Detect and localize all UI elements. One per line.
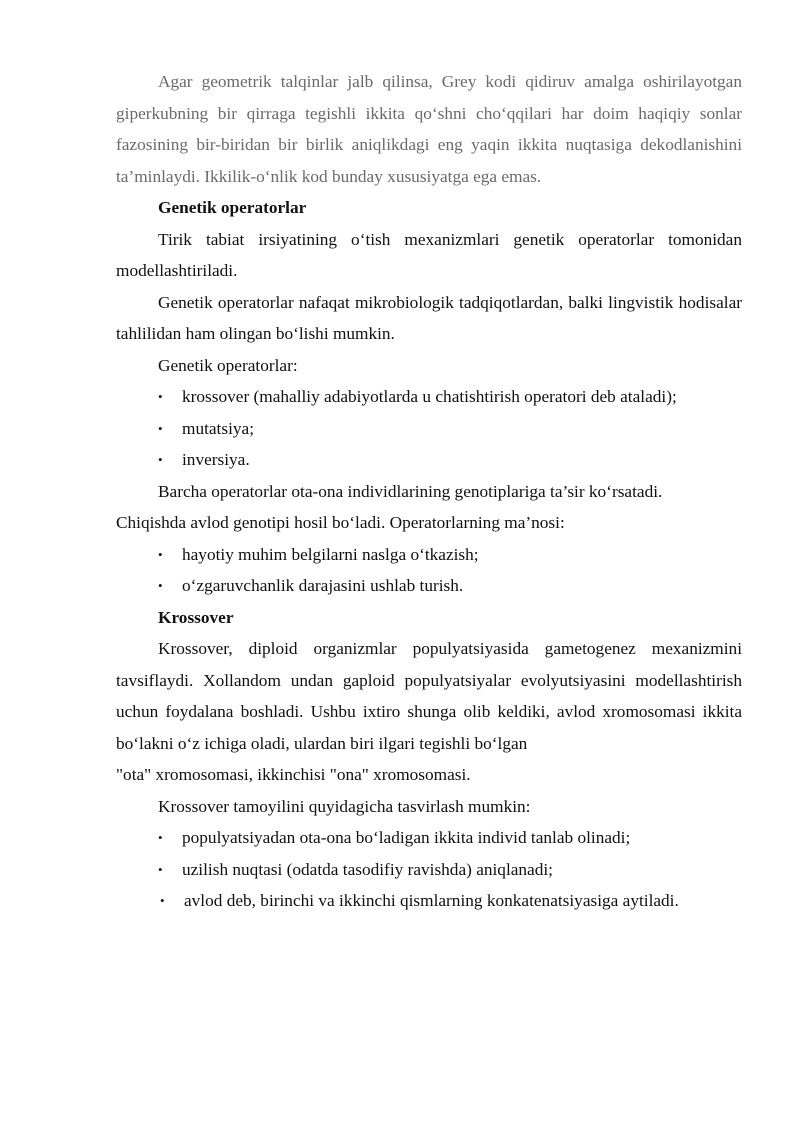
bullet-icon: •: [158, 861, 163, 877]
operators-meaning-list: [116, 539, 742, 602]
bullet-icon: •: [158, 389, 163, 404]
list-item: • avlod deb, birinchi va ikkinchi qismlarning konkatenatsiyasiga aytiladi.: [116, 885, 742, 917]
section-heading-genetic-operators: Genetik operatorlar: [158, 198, 307, 217]
paragraph-genetic-1: Tirik tabiat irsiyatining o‘tish mexanizmlari genetik operatorlar tomonidan modellashtiriladi.: [116, 229, 742, 280]
list-item: • hayotiy muhim belgilarni naslga o‘tkazish;: [116, 539, 742, 571]
bullet-icon: •: [158, 546, 163, 562]
list-item: • uzilish nuqtasi (odatda tasodifiy ravishda) aniqlanadi;: [116, 854, 742, 886]
bullet-icon: •: [158, 420, 163, 436]
intro-paragraph: Agar geometrik talqinlar jalb qilinsa, Grey kodi qidiruv amalga oshirilayotgan giperkubning bir qirraga tegishli ikkita qo‘shni cho‘qqilari har doim haqiqiy sonlar fazosining bir-biridan bir birlik aniqlikdagi eng yaqin ikkita nuqtasiga dekodlanishini ta’minlaydi. Ikkilik-o‘nlik kod bunday xususiyatga ega emas.: [116, 72, 742, 186]
paragraph-genetic-2: Genetik operatorlar nafaqat mikrobiologik tadqiqotlardan, balki lingvistik hodisalar tahlilidan ham olingan bo‘lishi mumkin.: [116, 292, 742, 343]
list-intro-crossover: Krossover tamoyilini quyidagicha tasvirlash mumkin:: [158, 796, 531, 816]
paragraph-operators-line2: Chiqishda avlod genotipi hosil bo‘ladi. Operatorlarning ma’nosi:: [116, 513, 565, 532]
bullet-icon: •: [158, 578, 163, 593]
bullet-icon: •: [158, 452, 163, 467]
paragraph-operators-line1: Barcha operatorlar ota-ona individlarining genotiplariga ta’sir ko‘rsatadi.: [158, 481, 663, 501]
list-item: • populyatsiyadan ota-ona bo‘ladigan ikkita individ tanlab olinadi;: [116, 822, 742, 854]
paragraph-crossover-1: Krossover, diploid organizmlar populyatsiyasida gametogenez mexanizmini tavsiflaydi. Xollandom undan gaploid populyatsiyalar evolyutsiyasini modellashtirish uchun foydalana boshladi. Ushbu ixtiro shunga olib keldiki, avlod xromosomasi ikkita bo‘lakni o‘z ichiga oladi, ulardan biri ilgari tegishli bo‘lgan: [116, 639, 742, 753]
bullet-icon: •: [160, 893, 165, 908]
paragraph-crossover-1-end: "ota" xromosomasi, ikkinchisi "ona" xromosomasi.: [116, 765, 471, 784]
list-item: • inversiya.: [116, 444, 742, 476]
bullet-icon: •: [158, 830, 163, 845]
document-page: [116, 66, 742, 917]
list-item: • krossover (mahalliy adabiyotlarda u chatishtirish operatori deb ataladi);: [116, 381, 742, 413]
section-heading-crossover: Krossover: [158, 607, 234, 627]
list-intro-genetic-operators: Genetik operatorlar:: [158, 355, 298, 375]
genetic-operators-list: [116, 381, 742, 476]
list-item: • o‘zgaruvchanlik darajasini ushlab turish.: [116, 570, 742, 602]
crossover-steps-list: [116, 822, 742, 917]
list-item: • mutatsiya;: [116, 413, 742, 445]
